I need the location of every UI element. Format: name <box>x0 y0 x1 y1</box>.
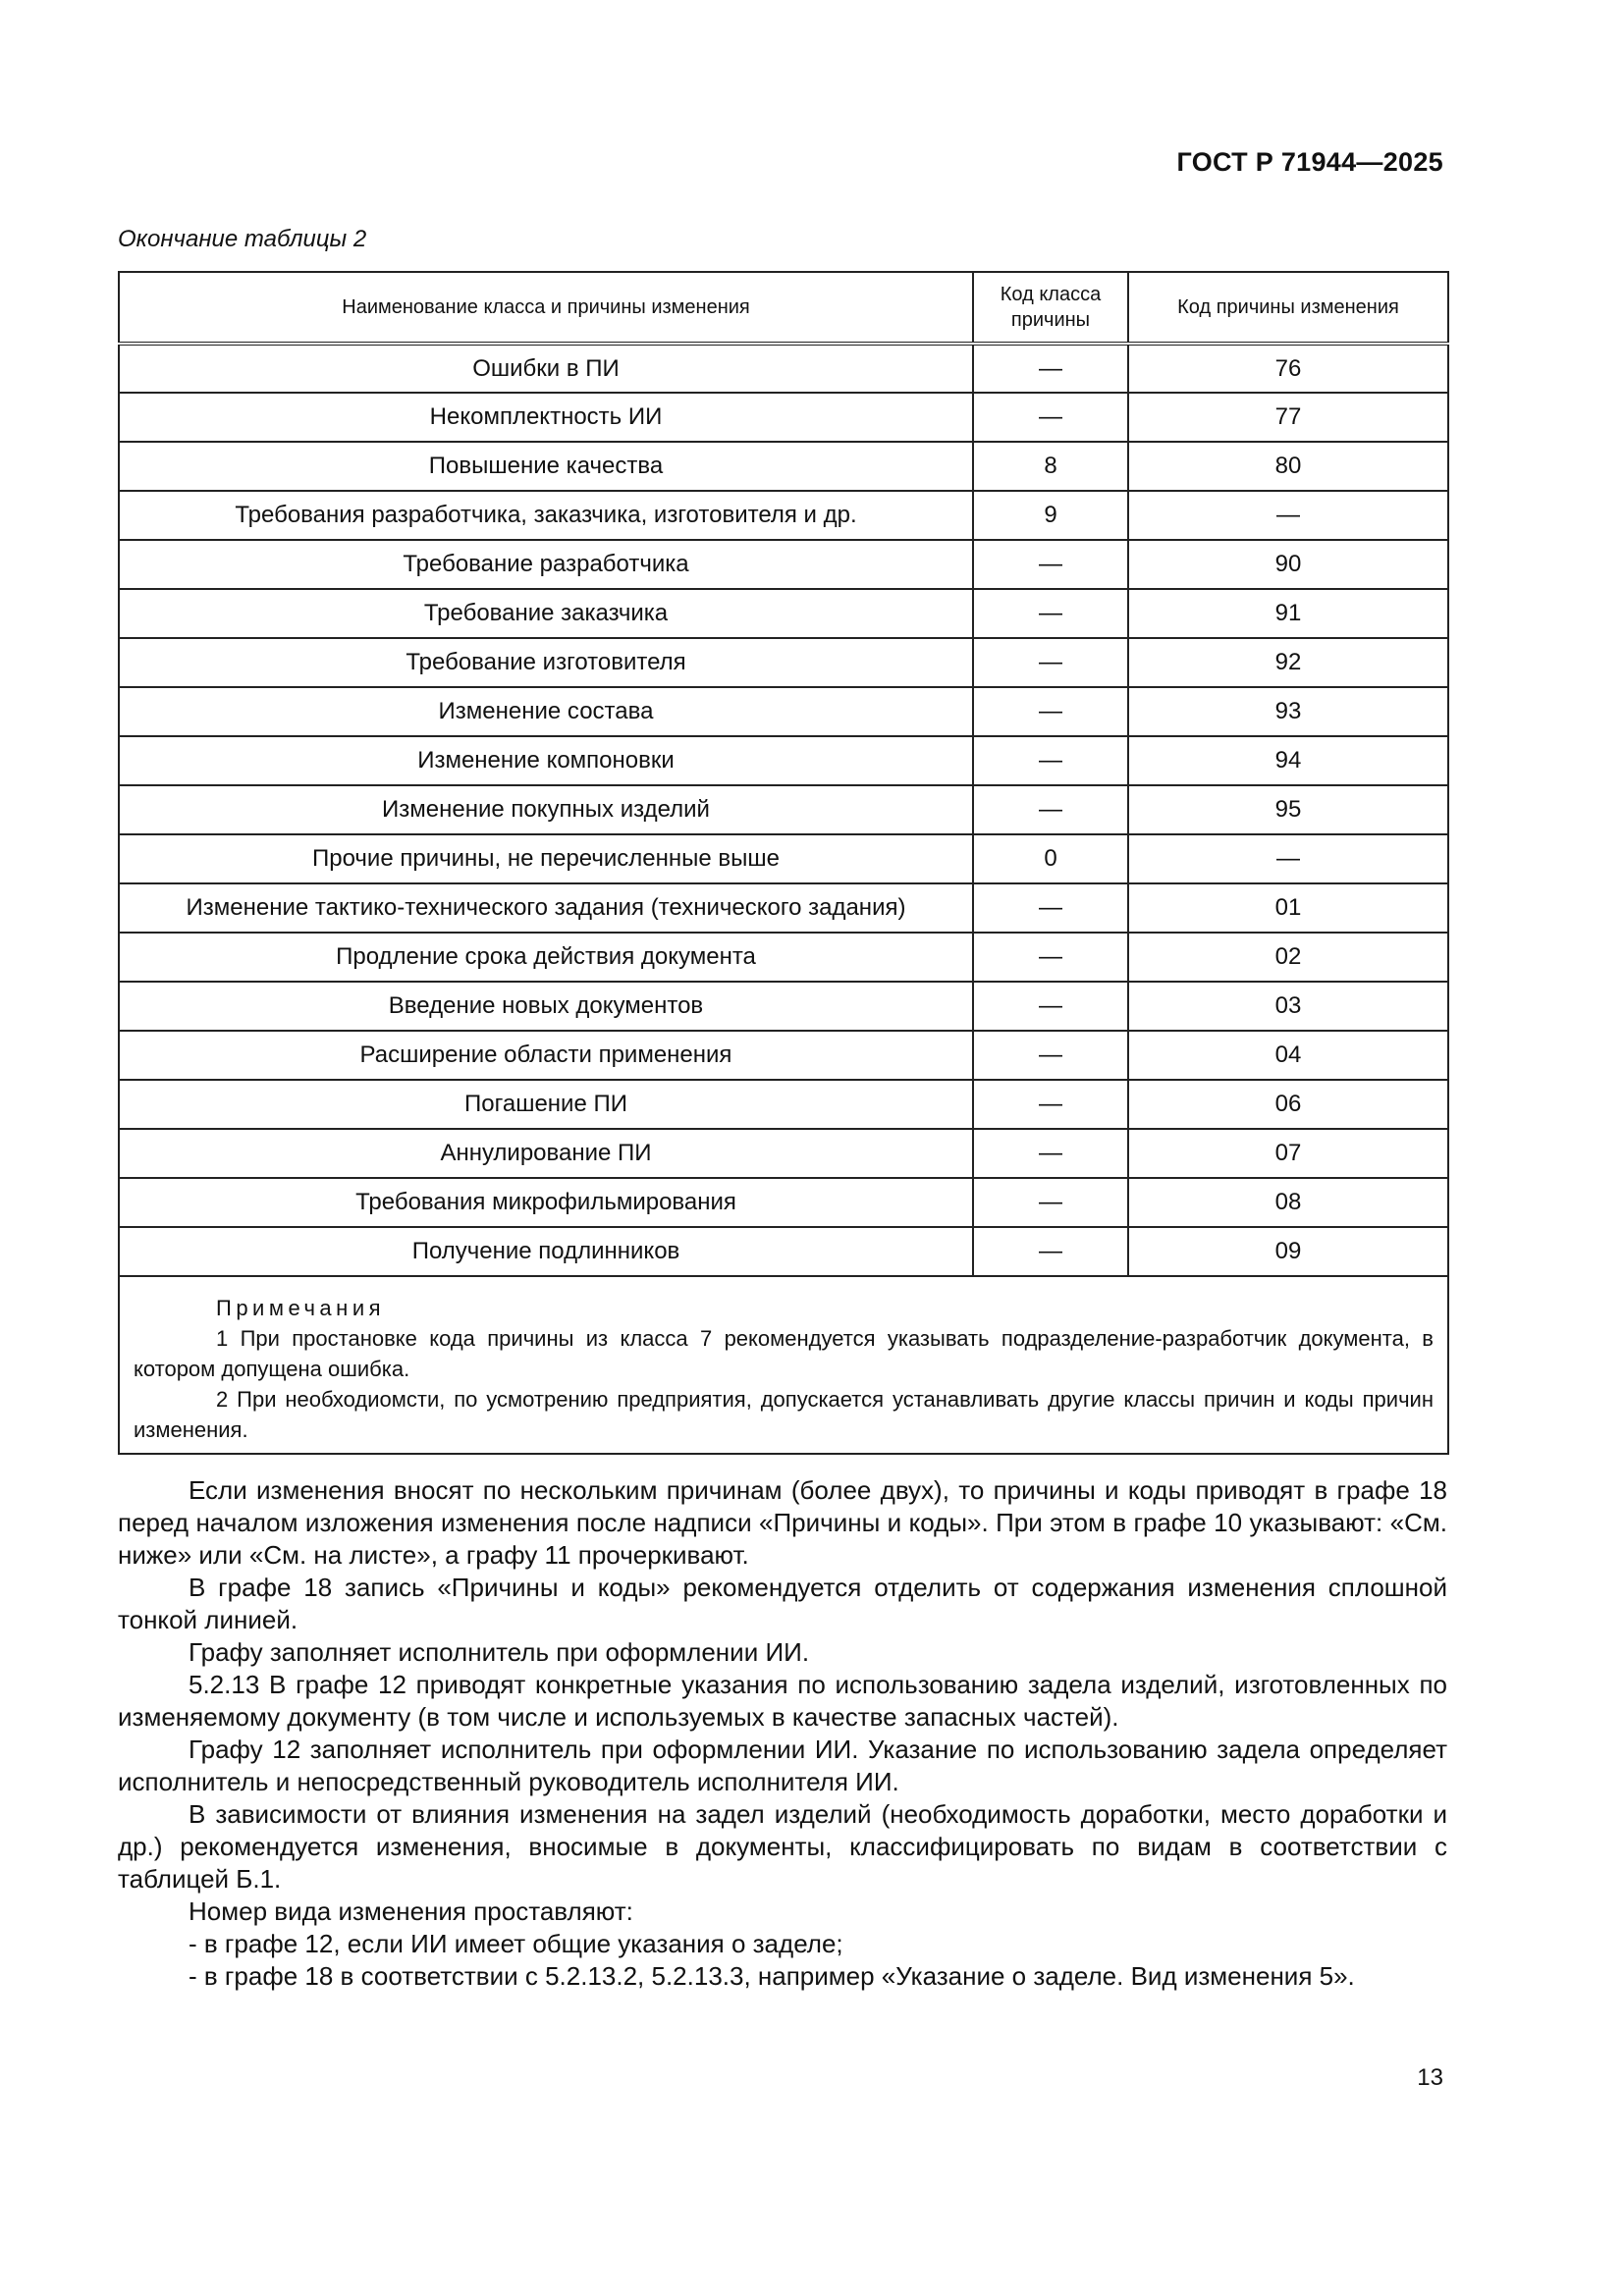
cell-class-code: — <box>973 540 1128 589</box>
table-row <box>119 491 1448 540</box>
table-row <box>119 883 1448 933</box>
cell-reason-code: 01 <box>1128 883 1448 933</box>
cell-class-code: — <box>973 1031 1128 1080</box>
table-row <box>119 1031 1448 1080</box>
cell-class-code: — <box>973 589 1128 638</box>
note-item: 1 При простановке кода причины из класса 7 рекомендуется указывать подразделение-разработчик документа, в котором допущена ошибка. <box>134 1326 1434 1381</box>
cell-class-code: — <box>973 1129 1128 1178</box>
cell-reason-code: 07 <box>1128 1129 1448 1178</box>
header-class-code: Код класса причины <box>973 272 1128 344</box>
cell-reason-name: Расширение области применения <box>119 1031 973 1080</box>
cell-reason-name: Прочие причины, не перечисленные выше <box>119 834 973 883</box>
paragraph: Графу 12 заполняет исполнитель при оформлении ИИ. Указание по использованию задела определяет исполнитель и непосредственный руководитель исполнителя ИИ. <box>118 1735 1447 1796</box>
cell-class-code: 0 <box>973 834 1128 883</box>
cell-reason-code: 93 <box>1128 687 1448 736</box>
paragraph: Номер вида изменения проставляют: <box>189 1896 633 1926</box>
body-text <box>118 1474 1447 1993</box>
cell-class-code: — <box>973 1178 1128 1227</box>
table-row <box>119 834 1448 883</box>
cell-reason-code: 02 <box>1128 933 1448 982</box>
cell-class-code: — <box>973 344 1128 393</box>
notes-title: Примечания <box>216 1296 386 1320</box>
cell-reason-name: Ошибки в ПИ <box>119 344 973 393</box>
paragraph: Графу заполняет исполнитель при оформлении ИИ. <box>189 1637 810 1667</box>
table-row <box>119 1129 1448 1178</box>
table-row <box>119 736 1448 785</box>
change-reasons-table <box>118 271 1449 1455</box>
cell-class-code: — <box>973 933 1128 982</box>
cell-reason-name: Изменение тактико-технического задания (технического задания) <box>119 883 973 933</box>
cell-reason-name: Изменение покупных изделий <box>119 785 973 834</box>
table-caption: Окончание таблицы 2 <box>118 226 367 252</box>
cell-reason-name: Некомплектность ИИ <box>119 393 973 442</box>
note-item: 2 При необходиомсти, по усмотрению предприятия, допускается устанавливать другие классы причин и коды причин изменения. <box>134 1387 1434 1442</box>
cell-reason-code: 92 <box>1128 638 1448 687</box>
paragraph: Если изменения вносят по нескольким причинам (более двух), то причины и коды приводят в графе 18 перед началом изложения изменения после надписи «Причины и коды». При этом в графе 10 указывают: «См. ниже» или «См. на листе», а графу 11 прочеркивают. <box>118 1475 1447 1570</box>
table-row <box>119 1080 1448 1129</box>
cell-reason-code: 77 <box>1128 393 1448 442</box>
cell-reason-name: Введение новых документов <box>119 982 973 1031</box>
cell-reason-code: 94 <box>1128 736 1448 785</box>
table-row <box>119 933 1448 982</box>
cell-class-code: — <box>973 736 1128 785</box>
cell-reason-name: Требование изготовителя <box>119 638 973 687</box>
list-item: - в графе 12, если ИИ имеет общие указания о заделе; <box>189 1929 843 1958</box>
cell-reason-name: Изменение компоновки <box>119 736 973 785</box>
cell-class-code: — <box>973 883 1128 933</box>
cell-reason-name: Требование заказчика <box>119 589 973 638</box>
cell-reason-code: 06 <box>1128 1080 1448 1129</box>
cell-class-code: 8 <box>973 442 1128 491</box>
cell-reason-code: 76 <box>1128 344 1448 393</box>
table-row <box>119 393 1448 442</box>
cell-class-code: 9 <box>973 491 1128 540</box>
table-row <box>119 1178 1448 1227</box>
cell-reason-name: Требование разработчика <box>119 540 973 589</box>
cell-reason-code: 04 <box>1128 1031 1448 1080</box>
cell-class-code: — <box>973 1227 1128 1276</box>
cell-reason-name: Повышение качества <box>119 442 973 491</box>
cell-class-code: — <box>973 638 1128 687</box>
list-item: - в графе 18 в соответствии с 5.2.13.2, 5.2.13.3, например «Указание о заделе. Вид изменения 5». <box>189 1961 1355 1991</box>
cell-class-code: — <box>973 687 1128 736</box>
cell-class-code: — <box>973 982 1128 1031</box>
cell-class-code: — <box>973 785 1128 834</box>
cell-reason-code: 91 <box>1128 589 1448 638</box>
page-number: 13 <box>1417 2064 1443 2091</box>
table-row <box>119 442 1448 491</box>
paragraph: В графе 18 запись «Причины и коды» рекомендуется отделить от содержания изменения сплошной тонкой линией. <box>118 1573 1447 1634</box>
table-body <box>119 344 1448 1454</box>
table-row <box>119 540 1448 589</box>
cell-class-code: — <box>973 1080 1128 1129</box>
table-row <box>119 982 1448 1031</box>
table-row <box>119 638 1448 687</box>
cell-reason-code: 80 <box>1128 442 1448 491</box>
table-row <box>119 344 1448 393</box>
table-header-row <box>119 272 1448 344</box>
cell-reason-code: — <box>1128 491 1448 540</box>
cell-reason-name: Продление срока действия документа <box>119 933 973 982</box>
cell-reason-name: Требования разработчика, заказчика, изготовителя и др. <box>119 491 973 540</box>
notes-row <box>119 1276 1448 1454</box>
header-reason-name: Наименование класса и причины изменения <box>119 272 973 344</box>
cell-reason-code: 90 <box>1128 540 1448 589</box>
header-reason-code: Код причины изменения <box>1128 272 1448 344</box>
notes-cell <box>119 1276 1448 1454</box>
paragraph: В зависимости от влияния изменения на задел изделий (необходимость доработки, место доработки и др.) рекомендуется изменения, вносимые в документы, классифицировать по видам в соответствии с таблицей Б.1. <box>118 1799 1447 1894</box>
cell-reason-code: 95 <box>1128 785 1448 834</box>
table-row <box>119 589 1448 638</box>
document-code: ГОСТ Р 71944—2025 <box>1176 147 1443 177</box>
table-row <box>119 1227 1448 1276</box>
table-row <box>119 687 1448 736</box>
cell-reason-name: Требования микрофильмирования <box>119 1178 973 1227</box>
cell-class-code: — <box>973 393 1128 442</box>
paragraph: 5.2.13 В графе 12 приводят конкретные указания по использованию задела изделий, изготовленных по изменяемому документу (в том числе и используемых в качестве запасных частей). <box>118 1670 1447 1732</box>
cell-reason-code: 08 <box>1128 1178 1448 1227</box>
cell-reason-name: Получение подлинников <box>119 1227 973 1276</box>
cell-reason-name: Погашение ПИ <box>119 1080 973 1129</box>
cell-reason-name: Изменение состава <box>119 687 973 736</box>
table-row <box>119 785 1448 834</box>
cell-reason-code: 03 <box>1128 982 1448 1031</box>
cell-reason-code: 09 <box>1128 1227 1448 1276</box>
cell-reason-name: Аннулирование ПИ <box>119 1129 973 1178</box>
cell-reason-code: — <box>1128 834 1448 883</box>
